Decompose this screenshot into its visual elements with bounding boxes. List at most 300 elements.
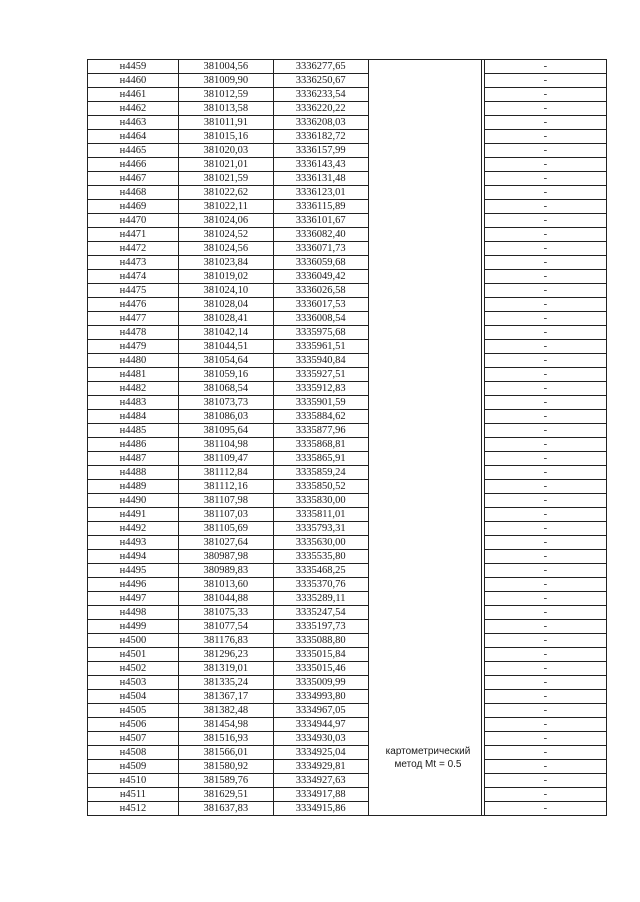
table-row <box>88 410 607 424</box>
x-coordinate-cell: 381019,02 <box>178 270 273 284</box>
method-cell <box>368 802 481 816</box>
point-name-cell: н4494 <box>88 550 179 564</box>
table-row <box>88 340 607 354</box>
table-row <box>88 508 607 522</box>
x-coordinate-cell: 381367,17 <box>178 690 273 704</box>
point-name-cell: н4478 <box>88 326 179 340</box>
value-cell: - <box>484 424 606 438</box>
y-coordinate-cell: 3336049,42 <box>273 270 368 284</box>
x-coordinate-cell: 381382,48 <box>178 704 273 718</box>
y-coordinate-cell: 3335884,62 <box>273 410 368 424</box>
point-name-cell: н4491 <box>88 508 179 522</box>
y-coordinate-cell: 3334917,88 <box>273 788 368 802</box>
x-coordinate-cell: 381054,64 <box>178 354 273 368</box>
point-name-cell: н4472 <box>88 242 179 256</box>
method-cell <box>368 326 481 340</box>
y-coordinate-cell: 3335877,96 <box>273 424 368 438</box>
table-row <box>88 102 607 116</box>
point-name-cell: н4512 <box>88 802 179 816</box>
x-coordinate-cell: 381296,23 <box>178 648 273 662</box>
y-coordinate-cell: 3336026,58 <box>273 284 368 298</box>
value-cell: - <box>484 144 606 158</box>
x-coordinate-cell: 381044,51 <box>178 340 273 354</box>
value-cell: - <box>484 480 606 494</box>
y-coordinate-cell: 3335468,25 <box>273 564 368 578</box>
y-coordinate-cell: 3335868,81 <box>273 438 368 452</box>
value-cell: - <box>484 550 606 564</box>
point-name-cell: н4492 <box>88 522 179 536</box>
point-name-cell: н4507 <box>88 732 179 746</box>
table-row <box>88 620 607 634</box>
y-coordinate-cell: 3335850,52 <box>273 480 368 494</box>
value-cell: - <box>484 410 606 424</box>
table-row <box>88 186 607 200</box>
x-coordinate-cell: 381011,91 <box>178 116 273 130</box>
method-cell <box>368 186 481 200</box>
y-coordinate-cell: 3336250,67 <box>273 74 368 88</box>
table-row <box>88 60 607 74</box>
table-row <box>88 200 607 214</box>
method-cell <box>368 704 481 718</box>
table-row <box>88 368 607 382</box>
x-coordinate-cell: 381589,76 <box>178 774 273 788</box>
value-cell: - <box>484 368 606 382</box>
y-coordinate-cell: 3335015,84 <box>273 648 368 662</box>
x-coordinate-cell: 381013,60 <box>178 578 273 592</box>
method-cell <box>368 676 481 690</box>
y-coordinate-cell: 3334929,81 <box>273 760 368 774</box>
value-cell: - <box>484 774 606 788</box>
method-cell <box>368 60 481 74</box>
value-cell: - <box>484 242 606 256</box>
value-cell: - <box>484 662 606 676</box>
value-cell: - <box>484 578 606 592</box>
value-cell: - <box>484 228 606 242</box>
method-cell <box>368 662 481 676</box>
method-cell <box>368 214 481 228</box>
x-coordinate-cell: 381073,73 <box>178 396 273 410</box>
point-name-cell: н4479 <box>88 340 179 354</box>
y-coordinate-cell: 3336220,22 <box>273 102 368 116</box>
table-row <box>88 690 607 704</box>
point-name-cell: н4459 <box>88 60 179 74</box>
x-coordinate-cell: 381319,01 <box>178 662 273 676</box>
value-cell: - <box>484 746 606 760</box>
point-name-cell: н4505 <box>88 704 179 718</box>
y-coordinate-cell: 3336131,48 <box>273 172 368 186</box>
table-row <box>88 312 607 326</box>
x-coordinate-cell: 381580,92 <box>178 760 273 774</box>
y-coordinate-cell: 3335912,83 <box>273 382 368 396</box>
y-coordinate-cell: 3336233,54 <box>273 88 368 102</box>
table-row <box>88 480 607 494</box>
table-row <box>88 424 607 438</box>
x-coordinate-cell: 381105,69 <box>178 522 273 536</box>
method-cell <box>368 130 481 144</box>
y-coordinate-cell: 3335630,00 <box>273 536 368 550</box>
coordinates-table <box>87 59 607 816</box>
y-coordinate-cell: 3334967,05 <box>273 704 368 718</box>
method-cell <box>368 634 481 648</box>
value-cell: - <box>484 690 606 704</box>
point-name-cell: н4508 <box>88 746 179 760</box>
y-coordinate-cell: 3336071,73 <box>273 242 368 256</box>
x-coordinate-cell: 381107,03 <box>178 508 273 522</box>
method-cell <box>368 228 481 242</box>
method-cell <box>368 102 481 116</box>
value-cell: - <box>484 200 606 214</box>
y-coordinate-cell: 3335927,51 <box>273 368 368 382</box>
y-coordinate-cell: 3335830,00 <box>273 494 368 508</box>
method-cell <box>368 396 481 410</box>
x-coordinate-cell: 380987,98 <box>178 550 273 564</box>
table-row <box>88 466 607 480</box>
value-cell: - <box>484 270 606 284</box>
x-coordinate-cell: 381022,62 <box>178 186 273 200</box>
method-cell <box>368 620 481 634</box>
x-coordinate-cell: 381027,64 <box>178 536 273 550</box>
point-name-cell: н4483 <box>88 396 179 410</box>
table-row <box>88 746 607 760</box>
value-cell: - <box>484 802 606 816</box>
value-cell: - <box>484 340 606 354</box>
table-row <box>88 634 607 648</box>
y-coordinate-cell: 3336123,01 <box>273 186 368 200</box>
method-cell <box>368 648 481 662</box>
method-cell <box>368 592 481 606</box>
value-cell: - <box>484 326 606 340</box>
y-coordinate-cell: 3336008,54 <box>273 312 368 326</box>
value-cell: - <box>484 788 606 802</box>
scan-edge-artifact <box>4 40 12 880</box>
y-coordinate-cell: 3336059,68 <box>273 256 368 270</box>
x-coordinate-cell: 381028,04 <box>178 298 273 312</box>
method-cell <box>368 270 481 284</box>
table-row <box>88 270 607 284</box>
x-coordinate-cell: 381013,58 <box>178 102 273 116</box>
method-cell <box>368 522 481 536</box>
table-row <box>88 116 607 130</box>
method-cell <box>368 200 481 214</box>
value-cell: - <box>484 634 606 648</box>
x-coordinate-cell: 381077,54 <box>178 620 273 634</box>
value-cell: - <box>484 606 606 620</box>
method-cell <box>368 536 481 550</box>
point-name-cell: н4474 <box>88 270 179 284</box>
method-cell <box>368 88 481 102</box>
point-name-cell: н4502 <box>88 662 179 676</box>
point-name-cell: н4480 <box>88 354 179 368</box>
x-coordinate-cell: 381516,93 <box>178 732 273 746</box>
value-cell: - <box>484 536 606 550</box>
table-row <box>88 130 607 144</box>
value-cell: - <box>484 648 606 662</box>
point-name-cell: н4495 <box>88 564 179 578</box>
table-row <box>88 648 607 662</box>
value-cell: - <box>484 88 606 102</box>
y-coordinate-cell: 3335197,73 <box>273 620 368 634</box>
method-cell <box>368 172 481 186</box>
x-coordinate-cell: 381024,52 <box>178 228 273 242</box>
value-cell: - <box>484 172 606 186</box>
value-cell: - <box>484 438 606 452</box>
table-row <box>88 228 607 242</box>
table-row <box>88 88 607 102</box>
y-coordinate-cell: 3335009,99 <box>273 676 368 690</box>
value-cell: - <box>484 298 606 312</box>
method-cell <box>368 284 481 298</box>
point-name-cell: н4485 <box>88 424 179 438</box>
point-name-cell: н4466 <box>88 158 179 172</box>
y-coordinate-cell: 3335289,11 <box>273 592 368 606</box>
y-coordinate-cell: 3334930,03 <box>273 732 368 746</box>
value-cell: - <box>484 466 606 480</box>
value-cell: - <box>484 60 606 74</box>
point-name-cell: н4469 <box>88 200 179 214</box>
y-coordinate-cell: 3335940,84 <box>273 354 368 368</box>
value-cell: - <box>484 620 606 634</box>
value-cell: - <box>484 522 606 536</box>
y-coordinate-cell: 3335811,01 <box>273 508 368 522</box>
point-name-cell: н4464 <box>88 130 179 144</box>
point-name-cell: н4496 <box>88 578 179 592</box>
table-row <box>88 144 607 158</box>
point-name-cell: н4462 <box>88 102 179 116</box>
table-row <box>88 522 607 536</box>
method-cell <box>368 382 481 396</box>
table-row <box>88 676 607 690</box>
table-row <box>88 606 607 620</box>
method-cell <box>368 438 481 452</box>
x-coordinate-cell: 381059,16 <box>178 368 273 382</box>
x-coordinate-cell: 381075,33 <box>178 606 273 620</box>
table-row <box>88 536 607 550</box>
x-coordinate-cell: 381112,16 <box>178 480 273 494</box>
x-coordinate-cell: 381566,01 <box>178 746 273 760</box>
x-coordinate-cell: 381095,64 <box>178 424 273 438</box>
y-coordinate-cell: 3336157,99 <box>273 144 368 158</box>
x-coordinate-cell: 381020,03 <box>178 144 273 158</box>
point-name-cell: н4482 <box>88 382 179 396</box>
point-name-cell: н4484 <box>88 410 179 424</box>
x-coordinate-cell: 381021,59 <box>178 172 273 186</box>
x-coordinate-cell: 381104,98 <box>178 438 273 452</box>
table-row <box>88 74 607 88</box>
table-row <box>88 578 607 592</box>
table-row <box>88 704 607 718</box>
y-coordinate-cell: 3334993,80 <box>273 690 368 704</box>
y-coordinate-cell: 3335859,24 <box>273 466 368 480</box>
method-cell <box>368 452 481 466</box>
method-cell <box>368 466 481 480</box>
value-cell: - <box>484 102 606 116</box>
point-name-cell: н4489 <box>88 480 179 494</box>
point-name-cell: н4509 <box>88 760 179 774</box>
table-row <box>88 452 607 466</box>
y-coordinate-cell: 3335961,51 <box>273 340 368 354</box>
point-name-cell: н4503 <box>88 676 179 690</box>
x-coordinate-cell: 381004,56 <box>178 60 273 74</box>
y-coordinate-cell: 3336115,89 <box>273 200 368 214</box>
point-name-cell: н4467 <box>88 172 179 186</box>
table-row <box>88 564 607 578</box>
y-coordinate-cell: 3335901,59 <box>273 396 368 410</box>
value-cell: - <box>484 732 606 746</box>
x-coordinate-cell: 381023,84 <box>178 256 273 270</box>
point-name-cell: н4487 <box>88 452 179 466</box>
method-cell <box>368 74 481 88</box>
point-name-cell: н4493 <box>88 536 179 550</box>
method-cell <box>368 494 481 508</box>
point-name-cell: н4475 <box>88 284 179 298</box>
y-coordinate-cell: 3336182,72 <box>273 130 368 144</box>
table-row <box>88 354 607 368</box>
table-row <box>88 298 607 312</box>
value-cell: - <box>484 312 606 326</box>
method-cell <box>368 578 481 592</box>
x-coordinate-cell: 381637,83 <box>178 802 273 816</box>
point-name-cell: н4481 <box>88 368 179 382</box>
point-name-cell: н4470 <box>88 214 179 228</box>
point-name-cell: н4500 <box>88 634 179 648</box>
point-name-cell: н4488 <box>88 466 179 480</box>
y-coordinate-cell: 3336277,65 <box>273 60 368 74</box>
table-row <box>88 256 607 270</box>
point-name-cell: н4506 <box>88 718 179 732</box>
x-coordinate-cell: 381015,16 <box>178 130 273 144</box>
x-coordinate-cell: 381024,06 <box>178 214 273 228</box>
y-coordinate-cell: 3336017,53 <box>273 298 368 312</box>
method-note-line2: метод Mt = 0.5 <box>394 759 462 770</box>
table-row <box>88 718 607 732</box>
method-cell <box>368 564 481 578</box>
y-coordinate-cell: 3335370,76 <box>273 578 368 592</box>
point-name-cell: н4486 <box>88 438 179 452</box>
table-row <box>88 284 607 298</box>
y-coordinate-cell: 3334925,04 <box>273 746 368 760</box>
point-name-cell: н4476 <box>88 298 179 312</box>
x-coordinate-cell: 381042,14 <box>178 326 273 340</box>
y-coordinate-cell: 3335793,31 <box>273 522 368 536</box>
value-cell: - <box>484 186 606 200</box>
x-coordinate-cell: 381335,24 <box>178 676 273 690</box>
y-coordinate-cell: 3335865,91 <box>273 452 368 466</box>
point-name-cell: н4468 <box>88 186 179 200</box>
value-cell: - <box>484 494 606 508</box>
table-row <box>88 592 607 606</box>
x-coordinate-cell: 381024,56 <box>178 242 273 256</box>
table-row <box>88 550 607 564</box>
method-cell <box>368 312 481 326</box>
y-coordinate-cell: 3335535,80 <box>273 550 368 564</box>
table-row <box>88 172 607 186</box>
point-name-cell: н4473 <box>88 256 179 270</box>
y-coordinate-cell: 3336082,40 <box>273 228 368 242</box>
point-name-cell: н4497 <box>88 592 179 606</box>
value-cell: - <box>484 396 606 410</box>
method-cell <box>368 354 481 368</box>
point-name-cell: н4498 <box>88 606 179 620</box>
x-coordinate-cell: 381176,83 <box>178 634 273 648</box>
method-cell <box>368 340 481 354</box>
method-cell <box>368 144 481 158</box>
table-row <box>88 438 607 452</box>
method-cell <box>368 480 481 494</box>
table-row <box>88 494 607 508</box>
method-cell <box>368 690 481 704</box>
method-cell <box>368 508 481 522</box>
x-coordinate-cell: 381022,11 <box>178 200 273 214</box>
point-name-cell: н4461 <box>88 88 179 102</box>
x-coordinate-cell: 381044,88 <box>178 592 273 606</box>
value-cell: - <box>484 130 606 144</box>
method-cell <box>368 116 481 130</box>
value-cell: - <box>484 116 606 130</box>
y-coordinate-cell: 3336143,43 <box>273 158 368 172</box>
method-cell <box>368 732 481 746</box>
y-coordinate-cell: 3335975,68 <box>273 326 368 340</box>
point-name-cell: н4504 <box>88 690 179 704</box>
value-cell: - <box>484 676 606 690</box>
x-coordinate-cell: 381021,01 <box>178 158 273 172</box>
method-cell <box>368 606 481 620</box>
y-coordinate-cell: 3334915,86 <box>273 802 368 816</box>
table-row <box>88 732 607 746</box>
y-coordinate-cell: 3336101,67 <box>273 214 368 228</box>
x-coordinate-cell: 381086,03 <box>178 410 273 424</box>
y-coordinate-cell: 3335015,46 <box>273 662 368 676</box>
table-row <box>88 382 607 396</box>
point-name-cell: н4477 <box>88 312 179 326</box>
x-coordinate-cell: 380989,83 <box>178 564 273 578</box>
table-row <box>88 802 607 816</box>
x-coordinate-cell: 381068,54 <box>178 382 273 396</box>
y-coordinate-cell: 3335247,54 <box>273 606 368 620</box>
value-cell: - <box>484 74 606 88</box>
table-row <box>88 214 607 228</box>
x-coordinate-cell: 381454,98 <box>178 718 273 732</box>
value-cell: - <box>484 354 606 368</box>
method-cell <box>368 774 481 788</box>
point-name-cell: н4471 <box>88 228 179 242</box>
value-cell: - <box>484 284 606 298</box>
point-name-cell: н4463 <box>88 116 179 130</box>
method-cell <box>368 242 481 256</box>
method-cell <box>368 368 481 382</box>
method-cell <box>368 410 481 424</box>
method-cell <box>368 788 481 802</box>
method-cell <box>368 158 481 172</box>
method-cell <box>368 256 481 270</box>
method-cell <box>368 298 481 312</box>
method-cell <box>368 550 481 564</box>
value-cell: - <box>484 592 606 606</box>
value-cell: - <box>484 564 606 578</box>
point-name-cell: н4490 <box>88 494 179 508</box>
y-coordinate-cell: 3334927,63 <box>273 774 368 788</box>
point-name-cell: н4510 <box>88 774 179 788</box>
value-cell: - <box>484 382 606 396</box>
method-note-line1: картометрический <box>385 746 471 757</box>
point-name-cell: н4511 <box>88 788 179 802</box>
x-coordinate-cell: 381112,84 <box>178 466 273 480</box>
value-cell: - <box>484 452 606 466</box>
method-note <box>372 745 484 771</box>
table-row <box>88 326 607 340</box>
table-row <box>88 396 607 410</box>
coordinates-table-body <box>88 60 607 816</box>
value-cell: - <box>484 760 606 774</box>
